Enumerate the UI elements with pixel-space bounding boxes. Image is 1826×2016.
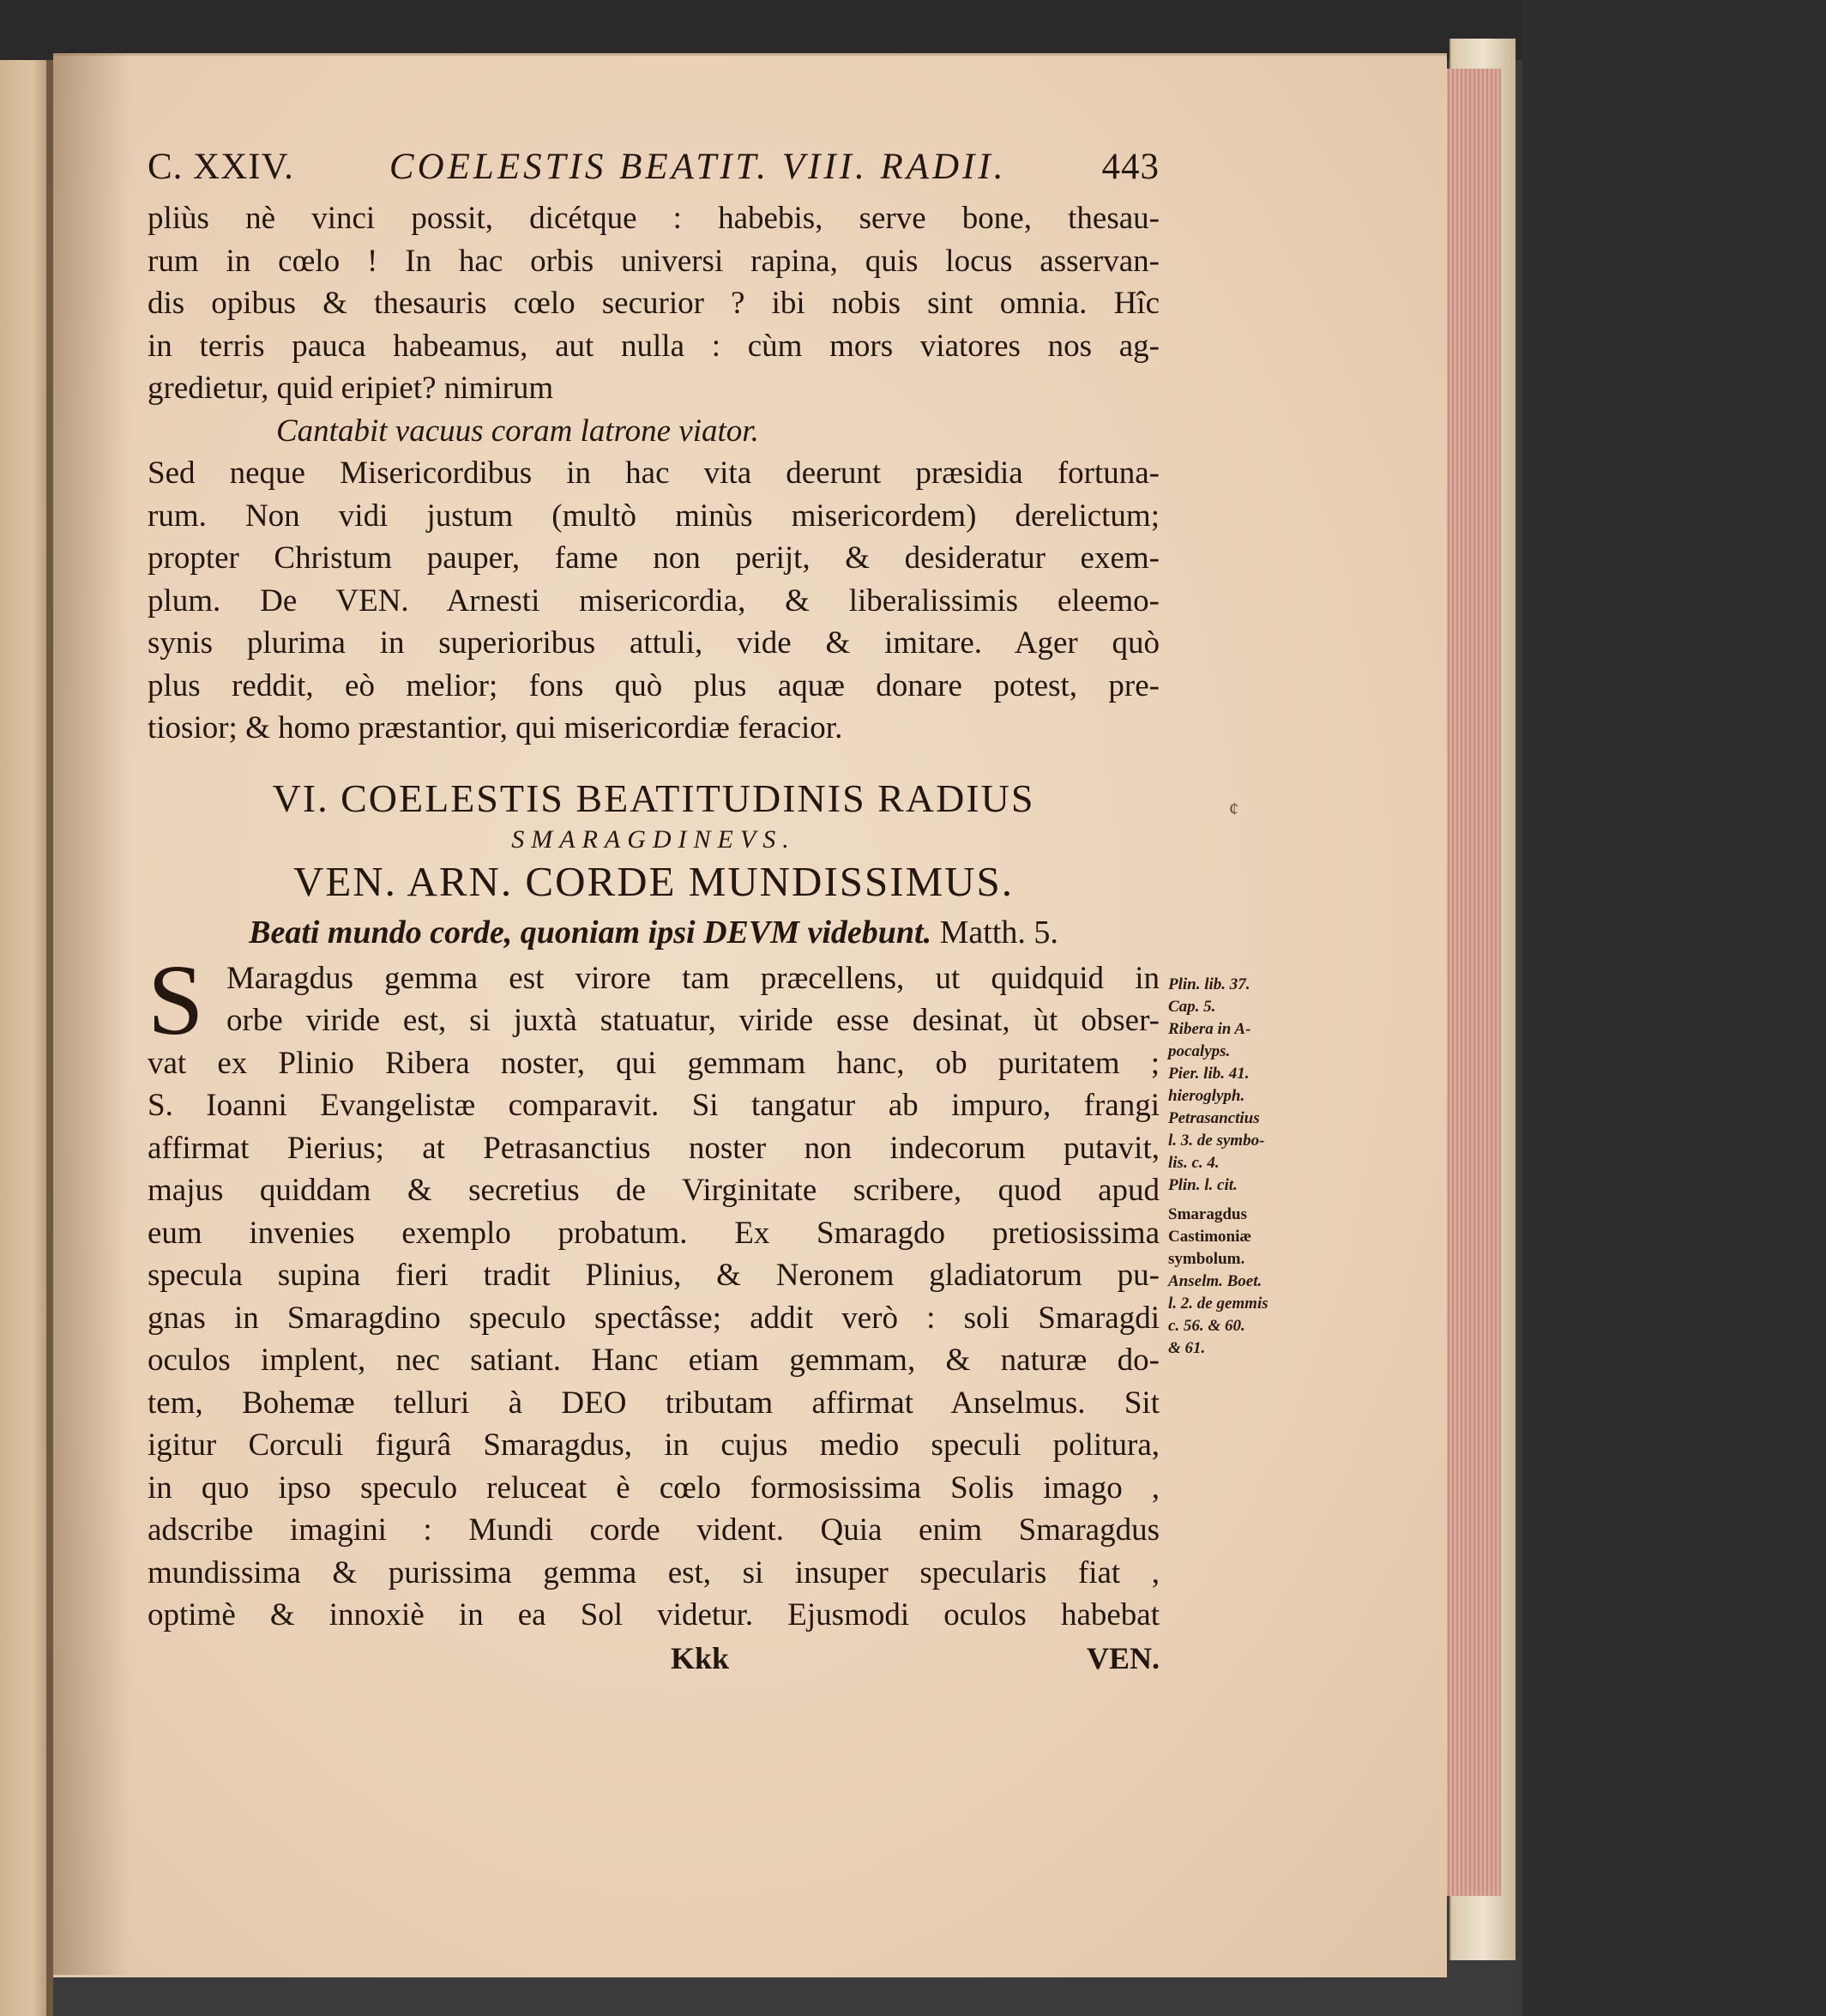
margin-note: c. 56. & 60.	[1168, 1317, 1245, 1335]
section-motto	[148, 908, 1160, 957]
margin-note: l. 3. de symbo-	[1168, 1132, 1265, 1150]
running-header	[148, 146, 1160, 197]
text-line: propter Christum pauper, fame non perijt, & desideratur exem-	[148, 540, 1160, 576]
section-subheading: SMARAGDINEVS.	[511, 824, 796, 854]
margin-note: Anselm. Boet.	[1168, 1272, 1263, 1290]
signature-mark: Kkk	[671, 1640, 730, 1675]
margin-note: & 61.	[1168, 1339, 1206, 1357]
paragraph-2	[148, 452, 1160, 750]
left-page-edge	[0, 60, 53, 2016]
page-footer	[148, 1637, 1160, 1680]
text-line: gredietur, quid eripiet? nimirum	[148, 371, 554, 406]
motto-reference: Matth. 5.	[939, 914, 1058, 951]
text-line: tem, Bohemæ telluri à DEO tributam affirmat Anselmus. Sit	[148, 1385, 1160, 1421]
margin-note: pocalyps.	[1168, 1042, 1231, 1060]
text-line: vat ex Plinio Ribera noster, qui gemmam hanc, ob puritatem ;	[148, 1045, 1160, 1081]
text-line: affirmat Pierius; at Petrasanctius noster non indecorum putavit,	[148, 1130, 1160, 1166]
text-line: specula supina fieri tradit Plinius, & Neronem gladiatorum pu-	[148, 1258, 1160, 1293]
margin-note: Smaragdus	[1168, 1205, 1247, 1223]
dark-backdrop-right	[1522, 0, 1826, 2016]
margin-note: symbolum.	[1168, 1250, 1245, 1268]
section-title: VEN. ARN. CORDE MUNDISSIMUS.	[292, 857, 1015, 905]
margin-note: hieroglyph.	[1168, 1087, 1245, 1105]
drop-cap: S	[148, 943, 204, 1056]
text-line: S. Ioanni Evangelistæ comparavit. Si tangatur ab impuro, frangi	[148, 1088, 1160, 1123]
text-line: adscribe imagini : Mundi corde vident. Quia enim Smaragdus	[148, 1512, 1160, 1548]
chapter-number: C. XXIV.	[148, 147, 294, 187]
catchword: VEN.	[1086, 1640, 1160, 1675]
text-line: orbe viride est, si juxtà statuatur, viride esse desinat, ùt obser-	[226, 1003, 1160, 1038]
text-line: in quo ipso speculo reluceat è cœlo formosissima Solis imago ,	[148, 1470, 1160, 1506]
verse-quote: Cantabit vacuus coram latrone viator.	[276, 413, 759, 449]
text-line: rum in cœlo ! In hac orbis universi rapina, quis locus asservan-	[148, 243, 1160, 279]
margin-note: l. 2. de gemmis	[1168, 1295, 1269, 1313]
page-number: 443	[1101, 147, 1160, 187]
text-line: plus reddit, eò melior; fons quò plus aquæ donare potest, pre-	[148, 667, 1160, 703]
text-line: plum. De VEN. Arnesti misericordia, & liberalissimis eleemo-	[148, 582, 1160, 619]
text-line: in terris pauca habeamus, aut nulla : cùm mors viatores nos ag-	[148, 328, 1160, 364]
text-line: gnas in Smaragdino speculo spectâsse; addit verò : soli Smaragdi	[148, 1300, 1160, 1336]
text-line: igitur Corculi figurâ Smaragdus, in cujus medio speculi politura,	[148, 1427, 1160, 1463]
margin-note: lis. c. 4.	[1168, 1154, 1220, 1172]
margin-note: Petrasanctius	[1168, 1109, 1260, 1127]
paragraph-1	[148, 197, 1160, 410]
motto-text: Beati mundo corde, quoniam ipsi DEVM videbunt.	[249, 914, 932, 951]
margin-note: Plin. l. cit.	[1168, 1176, 1238, 1194]
text-line: pliùs nè vinci possit, dicétque : habebis, serve bone, thesau-	[148, 201, 1160, 236]
text-line: eum invenies exemplo probatum. Ex Smaragdo pretiosissima	[148, 1215, 1160, 1251]
paragraph-3	[148, 943, 1160, 1637]
running-title: COELESTIS BEATIT. VIII. RADII.	[389, 147, 1007, 187]
text-line: synis plurima in superioribus attuli, vide & imitare. Ager quò	[148, 625, 1160, 661]
text-line: rum. Non vidi justum (multò minùs misericordem) derelictum;	[148, 498, 1160, 534]
text-line: oculos implent, nec satiant. Hanc etiam gemmam, & naturæ do-	[148, 1343, 1160, 1378]
text-line: dis opibus & thesauris cœlo securior ? ibi nobis sint omnia. Hîc	[148, 286, 1160, 321]
text-line: majus quiddam & secretius de Virginitate scribere, quod apud	[148, 1173, 1160, 1208]
text-line: optimè & innoxiè in ea Sol videtur. Ejusmodi oculos habebat	[148, 1597, 1160, 1633]
text-line: Sed neque Misericordibus in hac vita deerunt præsidia fortuna-	[148, 456, 1160, 491]
margin-note: Castimoniæ	[1168, 1228, 1252, 1246]
text-line: Maragdus gemma est virore tam præcellens, ut quidquid in	[226, 960, 1160, 996]
ink-mark: ¢	[1229, 798, 1238, 819]
text-line: tiosior; & homo præstantior, qui misericordiæ feracior.	[148, 710, 843, 745]
margin-note: Pier. lib. 41.	[1168, 1065, 1250, 1083]
marginal-notes	[1168, 974, 1284, 1360]
margin-note: Cap. 5.	[1168, 998, 1216, 1016]
text-line: mundissima & purissima gemma est, si insuper specularis fiat ,	[148, 1554, 1160, 1590]
section-heading: VI. COELESTIS BEATITUDINIS RADIUS	[272, 776, 1035, 820]
margin-note: Ribera in A-	[1168, 1020, 1251, 1038]
page-text	[148, 146, 1160, 1680]
margin-note: Plin. lib. 37.	[1168, 975, 1250, 993]
